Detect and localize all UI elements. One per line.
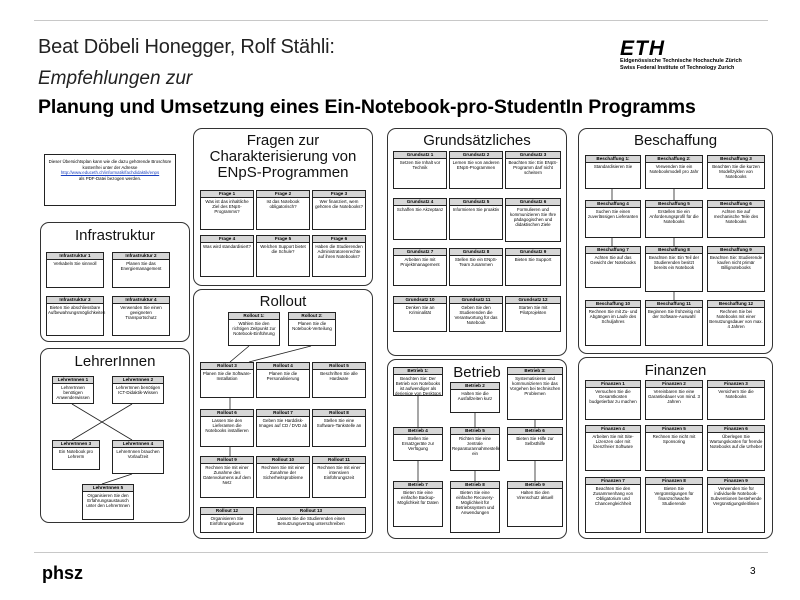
- diagram-node: [449, 151, 503, 189]
- diagram-node: [393, 296, 447, 332]
- node-header: Beschaffung 6: [708, 201, 764, 208]
- node-text: Planen Sie das Energiemanagement: [120, 261, 162, 272]
- diagram-node: [585, 155, 641, 189]
- node-header: Beschaffung 9: [708, 247, 764, 254]
- node-header: Finanzen 3: [708, 381, 764, 388]
- diagram-node: [585, 200, 641, 238]
- node-text: Setzen Sie Inhalt vor Technik: [399, 160, 441, 171]
- node-text: Überlegen Sie Wartungskosten für fremde Notebooks auf die Urheber: [709, 434, 763, 450]
- info-text: Dieser Übersichtsplan kann wie die dazu gehörende Broschüre kostenfrei unter der Adresse: [48, 159, 172, 170]
- node-header: Rollout 5: [313, 363, 365, 370]
- node-text: Achten Sie auf mechanische Teile des Notebooks: [713, 209, 759, 225]
- node-text: Verwenden Sie einen geeigneten Transportschutz: [120, 305, 162, 321]
- diagram-node: [200, 409, 254, 447]
- diagram-node: [707, 200, 765, 238]
- node-text: Geben Sie Harddisk-Images auf CD / DVD ab: [258, 418, 308, 429]
- node-header: Frage 6: [313, 236, 365, 243]
- diagram-node: [707, 300, 765, 346]
- node-text: Bieten Sie Hilfe zur Selbsthilfe: [516, 436, 554, 447]
- node-header: Grundsatz 12: [506, 297, 560, 304]
- node-text: Verwenden Sie für individuelle Notebook-Subventionen bestehende Vergünstigungsleitlinien: [710, 486, 762, 507]
- node-header: Betrieb 3:: [508, 368, 562, 375]
- diagram-node: [585, 477, 641, 533]
- node-text: Rechnen Sie mit einer Zunahme der Sicherheitsprobleme: [261, 465, 305, 481]
- diagram-node: [707, 155, 765, 189]
- node-text: LehrerInnen benötigen ICT-Didaktik-Wissen: [115, 385, 161, 396]
- node-header: Beschaffung 5: [646, 201, 702, 208]
- node-text: Ein Notebook pro LehrerIn: [59, 449, 93, 460]
- diagram-node: [585, 300, 641, 346]
- node-text: Systematisieren und kommunizieren Sie das Vorgehen bei technischen Problemen: [509, 376, 561, 397]
- node-header: Beschaffung 11: [646, 301, 702, 308]
- node-header: Rollout 6: [201, 410, 253, 417]
- diagram-node: [707, 380, 765, 420]
- diagram-node: [256, 190, 310, 230]
- node-header: LehrerInnen 2: [113, 377, 163, 384]
- node-header: Grundsatz 9: [506, 249, 560, 256]
- node-text: Verwenden Sie ein Notebookmodell pro Jahr: [649, 164, 699, 175]
- node-text: Standardisieren Sie: [593, 164, 633, 169]
- phsz-logo: phsz: [42, 563, 84, 583]
- node-text: LehrerInnen brauchen Vorlaufzeit: [116, 449, 160, 460]
- diagram-node: [312, 456, 366, 498]
- panel-title: Finanzen: [644, 362, 707, 379]
- diagram-node: [312, 362, 366, 398]
- node-text: Versichern Sie die Notebooks: [718, 389, 754, 400]
- node-header: Rollout 1:: [229, 313, 279, 320]
- node-header: Infrastruktur 1: [47, 253, 103, 260]
- node-header: Beschaffung 3: [708, 156, 764, 163]
- node-text: Beachten Sie: Der Betrieb von Notebooks ist aufwendiger als derjenige von Desktops: [395, 376, 441, 397]
- node-header: Finanzen 8: [646, 478, 702, 485]
- diagram-node: [200, 362, 254, 398]
- diagram-node: [645, 477, 703, 533]
- panel-title: Infrastruktur: [74, 227, 156, 244]
- subtitle: Empfehlungen zur: [38, 68, 193, 89]
- node-text: Rechnen Sie bei Notebooks mit einer Benutzungsdauer von max. 4 Jahren: [709, 309, 763, 330]
- panel-title: Betrieb: [453, 364, 501, 381]
- node-text: Stellen Sie ein ENpS-Team zusammen: [454, 257, 498, 268]
- node-header: LehrerInnen 1: [53, 377, 93, 384]
- node-header: Finanzen 5: [646, 426, 702, 433]
- node-header: Finanzen 7: [586, 478, 640, 485]
- node-text: Arbeiten Sie mit Site-Lizenzen oder mit lizenzfreier Software: [592, 434, 634, 450]
- eth-logo: ETH: [620, 37, 665, 60]
- node-text: Suchen Sie einen zuverlässigen Lieferanten: [587, 209, 639, 220]
- diagram-node: [707, 477, 765, 533]
- diagram-node: [707, 246, 765, 292]
- node-text: Beachten Sie: Ein Teil der Studierenden besitzt bereits ein Notebook: [648, 255, 700, 271]
- diagram-node: [585, 380, 641, 420]
- diagram-node: [200, 456, 254, 498]
- node-header: Frage 2: [257, 191, 309, 198]
- diagram-node: [256, 456, 310, 498]
- diagram-node: [312, 190, 366, 230]
- node-text: Bieten Sie Support: [514, 257, 552, 262]
- node-text: Stellen Sie eine Software-Tankstelle an: [316, 418, 362, 429]
- diagram-node: [450, 427, 500, 471]
- eth-name-german: Eidgenössische Technische Hochschule Zürich: [620, 58, 742, 64]
- node-header: LehrerInnen 3: [53, 441, 99, 448]
- diagram-node: [707, 425, 765, 471]
- diagram-node: [312, 409, 366, 447]
- node-text: Haben die Studierenden Administratorenrechte auf ihren Notebooks?: [315, 244, 363, 260]
- node-text: Halten Sie die Ausfallzeiten kurz: [457, 391, 493, 402]
- node-text: Was ist das inhaltliche Ziel des ENpS-Programms?: [205, 199, 249, 215]
- diagram-node: [505, 248, 561, 286]
- node-text: Bieten Sie abschliessbare Aufbewahrungsmöglichkeiten: [48, 305, 106, 316]
- page-number: 3: [750, 566, 756, 577]
- diagram-node: [507, 367, 563, 420]
- node-header: Frage 3: [313, 191, 365, 198]
- node-text: Beachten Sie den Zusammenhang von Obligatorium und Chancengleichheit: [592, 486, 634, 507]
- diagram-node: [200, 235, 254, 277]
- node-header: Finanzen 6: [708, 426, 764, 433]
- node-header: Finanzen 1: [586, 381, 640, 388]
- node-header: Finanzen 9: [708, 478, 764, 485]
- node-text: Beachten Sie: Ein ENpS-Programm darf nicht scheitern: [508, 160, 558, 176]
- panel-title: Grundsätzliches: [423, 132, 531, 149]
- diagram-node: [200, 507, 254, 533]
- node-text: Schaffen Sie Akzeptanz: [396, 207, 444, 212]
- diagram-node: [228, 312, 280, 346]
- diagram-node: [46, 252, 104, 288]
- node-text: LehrerInnen benötigen Anwenderwissen: [56, 385, 90, 401]
- node-text: Lassen Sie den Lieferanten die Notebooks installieren: [205, 418, 249, 434]
- node-text: Organisieren Sie den Erfahrungsaustausch unter den LehrerInnen: [86, 493, 130, 509]
- node-header: Betrieb 5: [451, 428, 499, 435]
- node-header: Rollout 8: [313, 410, 365, 417]
- node-header: Betrieb 7: [394, 482, 442, 489]
- node-text: Planen Sie die Notebook-Verteilung: [292, 321, 332, 332]
- node-header: Grundsatz 5: [450, 199, 502, 206]
- node-text: Verkabeln Sie sinnvoll: [53, 261, 97, 266]
- node-header: Rollout 4: [257, 363, 309, 370]
- node-header: Frage 4: [201, 236, 253, 243]
- node-header: Betrieb 9: [508, 482, 562, 489]
- diagram-node: [645, 246, 703, 292]
- node-header: Frage 1: [201, 191, 253, 198]
- node-header: Beschaffung 7: [586, 247, 640, 254]
- node-header: Rollout 10: [257, 457, 309, 464]
- node-header: Grundsatz 11: [450, 297, 502, 304]
- diagram-node: [505, 151, 561, 189]
- node-header: Grundsatz 1: [394, 152, 446, 159]
- diagram-node: [507, 427, 563, 461]
- node-text: Beachten Sie die kurzen Modellzyklen von Notebooks: [712, 164, 760, 180]
- diagram-node: [112, 440, 164, 474]
- node-text: Denken Sie an Kriminalität: [405, 305, 435, 316]
- node-header: Rollout 12: [201, 508, 253, 515]
- diagram-node: [256, 409, 310, 447]
- panel-title: Rollout: [259, 293, 307, 310]
- node-header: Rollout 13: [257, 508, 365, 515]
- node-text: Rechnen Sie nicht mit Sponsoring: [652, 434, 696, 445]
- node-text: Rechnen Sie mit einer intensiven Einführungszeit: [317, 465, 361, 481]
- node-header: Beschaffung 4: [586, 201, 640, 208]
- diagram-node: [449, 248, 503, 286]
- diagram-node: [393, 248, 447, 286]
- diagram-node: [645, 200, 703, 238]
- diagram-node: [393, 151, 447, 189]
- diagram-node: [585, 425, 641, 471]
- node-text: Richten Sie eine zentrale Reparaturannahmestelle ein: [452, 436, 501, 457]
- node-header: Infrastruktur 4: [113, 297, 169, 304]
- diagram-node: [112, 296, 170, 336]
- node-text: Formulieren und kommunizieren Sie Ihre pädagogischen und didaktischen Ziele: [509, 207, 557, 228]
- node-text: Wählen Sie den richtigen Zeitpunkt zur Notebook-Einführung: [232, 321, 276, 337]
- node-header: Frage 5: [257, 236, 309, 243]
- diagram-node: [256, 362, 310, 398]
- eth-name-english: Swiss Federal Institute of Technology Zurich: [620, 65, 735, 71]
- panel-title: LehrerInnen: [74, 353, 156, 370]
- diagram-node: [585, 246, 641, 288]
- diagram-node: [112, 376, 164, 404]
- node-text: Geben Sie den Studierenden die Verantwortung für das Notebook: [454, 305, 498, 326]
- node-text: Starten Sie mit Pilotprojekten: [518, 305, 548, 316]
- node-header: Beschaffung 10: [586, 301, 640, 308]
- node-header: LehrerInnen 4: [113, 441, 163, 448]
- node-header: Grundsatz 7: [394, 249, 446, 256]
- node-header: Beschaffung 8: [646, 247, 702, 254]
- node-text: Bieten Sie eine einfache Recovery-Möglichkeit für Betriebssystem und Anwendungen: [455, 490, 495, 516]
- diagram-node: [393, 481, 443, 527]
- node-header: Rollout 11: [313, 457, 365, 464]
- diagram-node: [112, 252, 170, 288]
- authors: Beat Döbeli Honegger, Rolf Stähli:: [38, 36, 335, 58]
- node-text: Lernen Sie von anderen ENpS-Programmen: [452, 160, 500, 171]
- node-header: Beschaffung 2:: [646, 156, 702, 163]
- node-text: Informieren Sie proaktiv: [452, 207, 500, 212]
- diagram-node: [393, 198, 447, 240]
- node-text: Bieten Sie Vergünstigungen für finanzschwache Studierende: [654, 486, 694, 507]
- node-text: Beginnen Sie frühzeitig mit der Software-Auswahl: [647, 309, 701, 320]
- node-header: Grundsatz 2: [450, 152, 502, 159]
- node-text: Versuchen Sie die Gesamtkosten budgetierbar zu machen: [589, 389, 637, 405]
- node-text: Lassen Sie die Studierenden einen Benutzungsvertrag unterschreiben: [276, 516, 346, 527]
- diagram-node: [645, 425, 703, 471]
- node-header: Rollout 7: [257, 410, 309, 417]
- diagram-node: [256, 507, 366, 533]
- node-text: Beschriften Sie alle Hardware: [320, 371, 358, 382]
- diagram-node: [449, 198, 503, 240]
- diagram-node: [505, 296, 561, 332]
- diagram-node: [449, 296, 503, 332]
- node-header: Infrastruktur 2: [113, 253, 169, 260]
- node-header: Betrieb 8: [451, 482, 499, 489]
- diagram-node: [507, 481, 563, 527]
- node-header: Grundsatz 10: [394, 297, 446, 304]
- node-header: LehrerInnen 5: [83, 485, 133, 492]
- diagram-node: [645, 155, 703, 189]
- node-header: Finanzen 2: [646, 381, 702, 388]
- node-header: Betrieb 1:: [394, 368, 442, 375]
- diagram-node: [393, 367, 443, 396]
- node-text: Stellen Sie Ersatzgeräte zur Verfügung: [401, 436, 435, 452]
- node-header: Beschaffung 1:: [586, 156, 640, 163]
- diagram-node: [645, 300, 703, 346]
- diagram-node: [312, 235, 366, 277]
- node-text: Was wird standardisiert?: [203, 244, 251, 249]
- node-header: Grundsatz 8: [450, 249, 502, 256]
- node-text: Vereinbaren Sie eine Garantiedauer von mind. 3 Jahren: [648, 389, 700, 405]
- node-header: Rollout 3: [201, 363, 253, 370]
- page-title: Planung und Umsetzung eines Ein-Notebook-pro-StudentIn Programms: [38, 96, 696, 118]
- node-header: Rollout 2:: [289, 313, 335, 320]
- node-header: Infrastruktur 3: [47, 297, 103, 304]
- node-header: Grundsatz 6: [506, 199, 560, 206]
- node-header: Betrieb 6: [508, 428, 562, 435]
- node-text: Rechnen Sie mit einer Zunahme des Datenvolumens auf dem Netz: [203, 465, 251, 486]
- diagram-node: [505, 198, 561, 242]
- diagram-node: [450, 382, 500, 413]
- diagram-node: [645, 380, 703, 420]
- node-header: Beschaffung 12: [708, 301, 764, 308]
- diagram-node: [450, 481, 500, 533]
- node-header: Finanzen 4: [586, 426, 640, 433]
- node-text: Erstellen Sie ein Anforderungsprofil für die Notebooks: [649, 209, 699, 225]
- download-link[interactable]: http://www.educeth.ch/informatik/fachdidaktik/enps: [60, 170, 160, 176]
- diagram-node: [52, 376, 94, 404]
- info-text-2: als PDF-Datei bezogen werden.: [78, 175, 142, 181]
- node-text: Beachten Sie: Studierende kaufen nicht primär Billignotebooks: [709, 255, 763, 271]
- diagram-node: [82, 484, 134, 520]
- node-text: Arbeiten Sie mit Projektmanagement: [400, 257, 440, 268]
- node-text: Rechnen Sie mit Zu- und Abgängen im Laufe des Schuljahres: [588, 309, 638, 325]
- diagram-node: [256, 235, 310, 277]
- node-text: Halten Sie den Virenschutz aktuell: [516, 490, 554, 501]
- diagram-node: [52, 440, 100, 470]
- node-header: Grundsatz 3: [506, 152, 560, 159]
- diagram-node: [46, 296, 104, 336]
- panel-title: Fragen zur Charakterisierung von ENpS-Programmen: [209, 132, 357, 181]
- node-text: Planen Sie die Software-Installation: [202, 371, 252, 382]
- node-text: Organisieren Sie Einführungskurse: [209, 516, 245, 527]
- diagram-node: [288, 312, 336, 346]
- node-text: Wer finanziert, wem gehören die Notebooks?: [315, 199, 363, 210]
- node-header: Betrieb 2: [451, 383, 499, 390]
- node-text: Bieten Sie eine einfache Backup-Möglichkeit für Daten: [397, 490, 439, 506]
- diagram-node: [200, 190, 254, 230]
- node-header: Grundsatz 4: [394, 199, 446, 206]
- node-header: Rollout 9: [201, 457, 253, 464]
- node-text: Planen Sie die Personalisierung: [266, 371, 300, 382]
- node-text: Welchen Support bietet die Schule?: [260, 244, 306, 255]
- node-text: Ist das Notebook obligatorisch?: [266, 199, 300, 210]
- diagram-node: [393, 427, 443, 461]
- node-header: Betrieb 4: [394, 428, 442, 435]
- panel-title: Beschaffung: [633, 132, 718, 149]
- node-text: Achten Sie auf das Gewicht der Notebooks: [590, 255, 636, 266]
